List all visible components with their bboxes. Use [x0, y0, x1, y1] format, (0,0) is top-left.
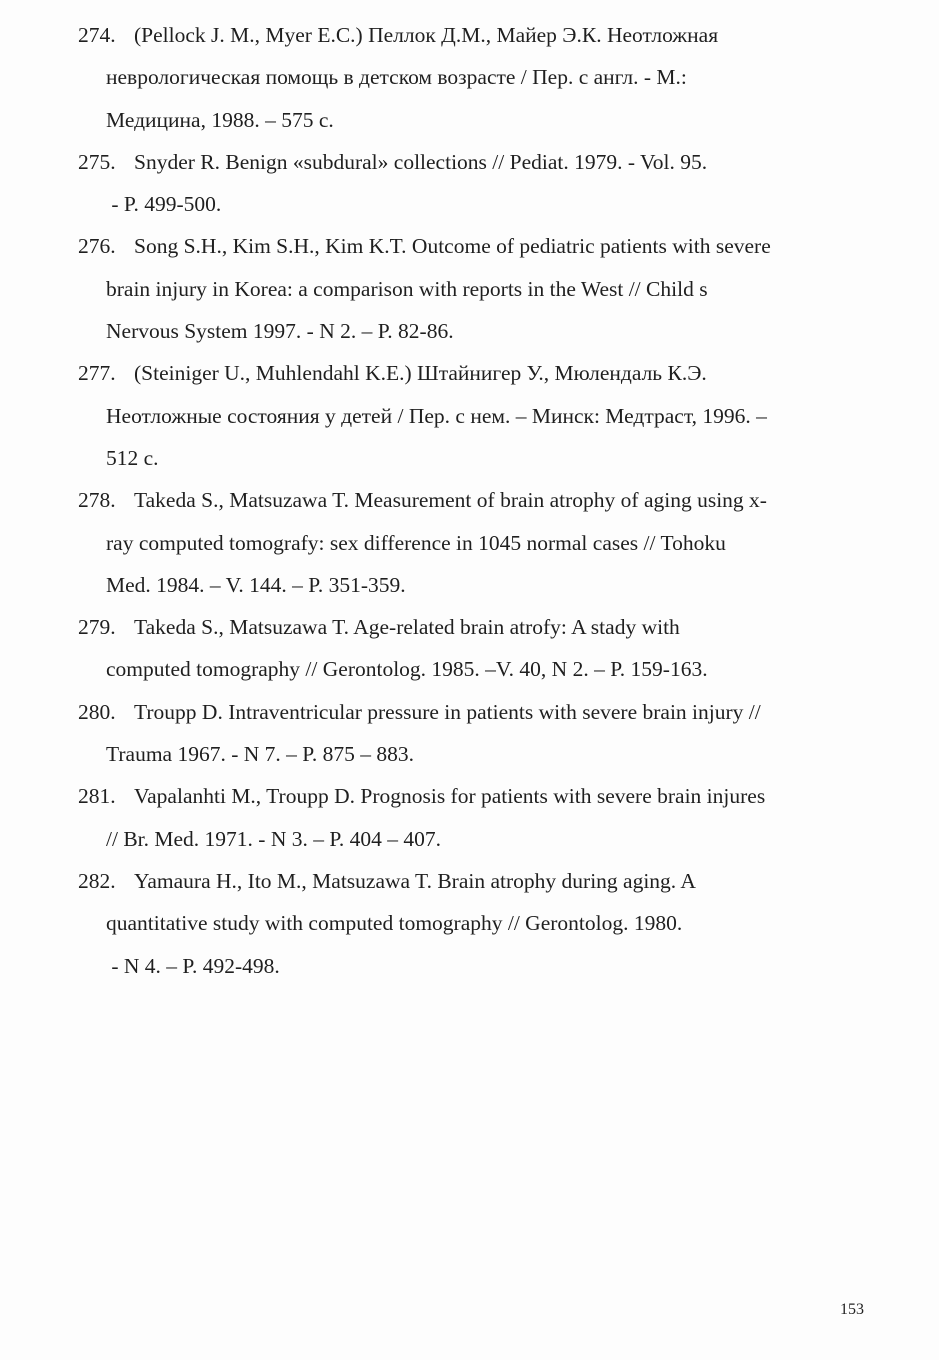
reference-number: 279. [78, 615, 116, 640]
reference-continuation-line: Медицина, 1988. – 575 с. [106, 107, 334, 132]
reference-text: (Pellock J. M., Myer E.C.) Пеллок Д.М., Майер Э.К. Неотложная [134, 23, 719, 47]
reference-entry [78, 352, 878, 479]
reference-first-line [78, 606, 878, 648]
reference-first-line [78, 14, 878, 56]
reference-continuation-line: - N 4. – P. 492-498. [106, 953, 280, 978]
reference-number: 274. [78, 23, 116, 47]
reference-number: 275. [78, 149, 116, 174]
reference-first-line [78, 775, 878, 817]
reference-continuation-line: quantitative study with computed tomography // Gerontolog. 1980. [106, 911, 683, 936]
reference-text: Takeda S., Matsuzawa T. Measurement of brain atrophy of aging using x- [134, 488, 767, 513]
reference-text: Snyder R. Benign «subdural» collections // Pediat. 1979. - Vol. 95. [134, 149, 708, 174]
reference-text: Vapalanhti M., Troupp D. Prognosis for patients with severe brain injures [134, 784, 766, 809]
reference-continuation-line: 512 с. [106, 445, 159, 470]
reference-number: 281. [78, 784, 116, 809]
reference-continuation-line: Trauma 1967. - N 7. – P. 875 – 883. [106, 742, 414, 767]
reference-continuation-line: Nervous System 1997. - N 2. – P. 82-86. [106, 319, 454, 344]
reference-continuation-line: Неотложные состояния у детей / Пер. с нем. – Минск: Медтраст, 1996. – [106, 403, 767, 428]
page-number: 153 [840, 1301, 864, 1318]
reference-text: Yamaura H., Ito M., Matsuzawa T. Brain atrophy during aging. A [134, 868, 696, 893]
reference-continuation-line: - P. 499-500. [106, 192, 222, 217]
reference-number: 278. [78, 488, 116, 513]
reference-first-line [78, 141, 878, 183]
reference-text: Troupp D. Intraventricular pressure in patients with severe brain injury // [134, 699, 761, 724]
reference-entry [78, 775, 878, 860]
reference-first-line [78, 479, 878, 521]
reference-entry [78, 225, 878, 352]
reference-entry [78, 860, 878, 987]
reference-first-line [78, 691, 878, 733]
reference-list [78, 14, 878, 987]
reference-entry [78, 141, 878, 226]
reference-text: Takeda S., Matsuzawa T. Age-related brain atrofy: A stady with [134, 615, 680, 640]
reference-first-line [78, 225, 878, 267]
reference-text: Song S.H., Kim S.H., Kim K.T. Outcome of pediatric patients with severe [134, 234, 771, 259]
reference-continuation-line: Med. 1984. – V. 144. – P. 351-359. [106, 572, 406, 597]
reference-continuation-line: ray computed tomografy: sex difference in 1045 normal cases // Tohoku [106, 530, 726, 555]
reference-text: (Steiniger U., Muhlendahl K.E.) Штайнигер У., Мюлендаль К.Э. [134, 361, 707, 386]
reference-entry [78, 479, 878, 606]
reference-continuation-line: computed tomography // Gerontolog. 1985. –V. 40, N 2. – P. 159-163. [106, 657, 708, 682]
reference-number: 277. [78, 361, 116, 386]
reference-continuation-line: // Br. Med. 1971. - N 3. – P. 404 – 407. [106, 826, 442, 851]
reference-entry [78, 691, 878, 776]
reference-number: 276. [78, 234, 116, 259]
reference-first-line [78, 860, 878, 902]
reference-number: 282. [78, 868, 116, 893]
reference-entry [78, 606, 878, 691]
reference-continuation-line: brain injury in Korea: a comparison with reports in the West // Child s [106, 276, 708, 301]
reference-entry [78, 14, 878, 141]
reference-continuation-line: неврологическая помощь в детском возрасте / Пер. с англ. - М.: [106, 65, 687, 90]
reference-number: 280. [78, 699, 116, 724]
reference-first-line [78, 352, 878, 394]
